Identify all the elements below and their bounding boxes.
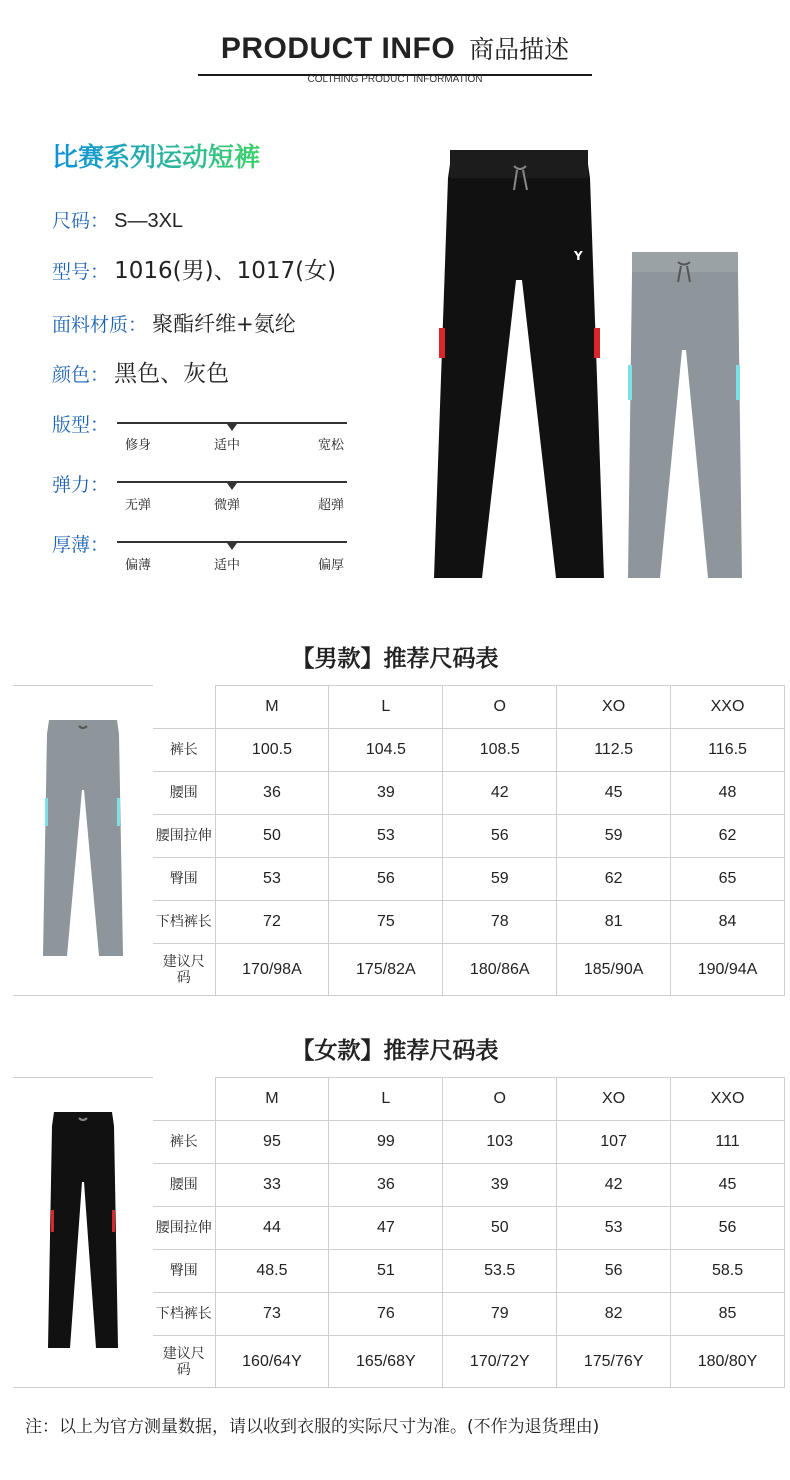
table-cell: 47 [329,1207,443,1250]
fit-scale-marker-icon [227,424,237,431]
spec-color-label: 颜色： [52,364,110,386]
table-cell: 84 [671,901,785,944]
table-cell: 48 [671,772,785,815]
spec-model-label: 型号： [52,261,110,283]
table-cell: 53 [329,815,443,858]
product-name: 比赛系列运动短裤 [52,137,260,174]
spec-size-value: S—3XL [114,210,184,232]
table-cell: 75 [329,901,443,944]
stretch-option: 超弹 [318,498,345,513]
table-cell: 42 [557,1164,671,1207]
row-label: 下档裤长 [153,1293,215,1336]
corner-cell [153,1078,215,1121]
table-cell: 81 [557,901,671,944]
table-cell: 104.5 [329,729,443,772]
table-cell: 180/86A [443,944,557,996]
black-pants-thumbnail [48,1110,118,1350]
spec-size [52,206,183,233]
table-cell: 180/80Y [671,1336,785,1388]
thickness-scale-marker-icon [227,543,237,550]
table-cell: 175/82A [329,944,443,996]
table-cell: 42 [443,772,557,815]
table-cell: 62 [557,858,671,901]
svg-text:Y: Y [574,249,583,263]
table-cell: 59 [443,858,557,901]
table-cell: 45 [671,1164,785,1207]
row-label: 下档裤长 [153,901,215,944]
table-cell: 95 [215,1121,329,1164]
fit-option: 宽松 [318,438,345,453]
footer-note: 注：以上为官方测量数据，请以收到衣服的实际尺寸为准。(不作为退货理由) [25,1417,600,1437]
stretch-option: 微弹 [214,498,241,513]
table-cell: 56 [329,858,443,901]
table-cell: 50 [443,1207,557,1250]
table-cell: 170/72Y [443,1336,557,1388]
men-size-table [13,685,785,996]
men-table-title: 【男款】推荐尺码表 [291,646,499,672]
table-cell: 65 [671,858,785,901]
col-header: XXO [671,686,785,729]
table-cell: 175/76Y [557,1336,671,1388]
spec-material [52,308,296,338]
corner-cell [153,686,215,729]
table-cell: 73 [215,1293,329,1336]
thickness-option: 适中 [214,558,241,573]
table-cell: 48.5 [215,1250,329,1293]
col-header: O [443,1078,557,1121]
spec-material-label: 面料材质： [52,314,148,336]
row-label: 腰围拉伸 [153,815,215,858]
gray-pants-image [626,250,744,580]
women-table-title: 【女款】推荐尺码表 [291,1038,499,1064]
table-cell: 58.5 [671,1250,785,1293]
women-size-table [13,1077,785,1388]
table-cell: 33 [215,1164,329,1207]
header-subtitle: COLTHING PRODUCT INFORMATION [307,74,483,85]
table-cell: 56 [557,1250,671,1293]
row-label: 裤长 [153,1121,215,1164]
table-cell: 56 [443,815,557,858]
col-header: O [443,686,557,729]
thickness-option: 偏薄 [125,558,152,573]
page-header [0,30,790,66]
header-title-en: PRODUCT INFO [220,32,456,65]
row-label: 裤长 [153,729,215,772]
spec-size-label: 尺码： [52,210,110,232]
table-cell: 39 [443,1164,557,1207]
table-cell: 170/98A [215,944,329,996]
spec-material-value: 聚酯纤维+氨纶 [152,312,296,336]
col-header: XXO [671,1078,785,1121]
black-pants-image [434,148,604,580]
stretch-scale-marker-icon [227,483,237,490]
row-label: 臀围 [153,858,215,901]
table-cell: 160/64Y [215,1336,329,1388]
table-cell: 82 [557,1293,671,1336]
table-cell: 99 [329,1121,443,1164]
table-cell: 111 [671,1121,785,1164]
row-label: 臀围 [153,1250,215,1293]
col-header: M [215,1078,329,1121]
col-header: L [329,1078,443,1121]
table-cell: 62 [671,815,785,858]
header-title-cn: 商品描述 [469,35,570,64]
gray-pants-thumbnail [43,718,123,958]
table-cell: 112.5 [557,729,671,772]
row-label: 建议尺码 [153,1336,215,1388]
table-cell: 103 [443,1121,557,1164]
table-cell: 53 [215,858,329,901]
table-cell: 39 [329,772,443,815]
spec-color-value: 黑色、灰色 [114,361,230,387]
spec-model-value: 1016(男)、1017(女) [114,258,337,284]
row-label: 建议尺码 [153,944,215,996]
table-cell: 51 [329,1250,443,1293]
col-header: XO [557,1078,671,1121]
table-cell: 107 [557,1121,671,1164]
table-cell: 85 [671,1293,785,1336]
table-cell: 76 [329,1293,443,1336]
table-cell: 59 [557,815,671,858]
spec-color [52,355,229,388]
table-cell: 185/90A [557,944,671,996]
col-header: M [215,686,329,729]
table-cell: 190/94A [671,944,785,996]
thickness-scale-label: 厚薄： [52,534,110,556]
table-cell: 44 [215,1207,329,1250]
table-cell: 53 [557,1207,671,1250]
table-cell: 79 [443,1293,557,1336]
table-cell: 36 [329,1164,443,1207]
table-cell: 36 [215,772,329,815]
table-cell: 116.5 [671,729,785,772]
row-label: 腰围 [153,772,215,815]
table-cell: 108.5 [443,729,557,772]
col-header: XO [557,686,671,729]
col-header: L [329,686,443,729]
table-cell: 56 [671,1207,785,1250]
table-cell: 50 [215,815,329,858]
stretch-option: 无弹 [125,498,152,513]
fit-option: 适中 [214,438,241,453]
table-cell: 78 [443,901,557,944]
spec-model [52,252,336,285]
table-cell: 72 [215,901,329,944]
row-label: 腰围拉伸 [153,1207,215,1250]
row-label: 腰围 [153,1164,215,1207]
table-cell: 165/68Y [329,1336,443,1388]
men-table-image-cell [13,686,153,996]
fit-scale-label: 版型： [52,414,110,436]
table-cell: 53.5 [443,1250,557,1293]
table-cell: 100.5 [215,729,329,772]
stretch-scale-label: 弹力： [52,474,110,496]
thickness-option: 偏厚 [318,558,345,573]
fit-option: 修身 [125,438,152,453]
women-table-image-cell [13,1078,153,1388]
table-cell: 45 [557,772,671,815]
